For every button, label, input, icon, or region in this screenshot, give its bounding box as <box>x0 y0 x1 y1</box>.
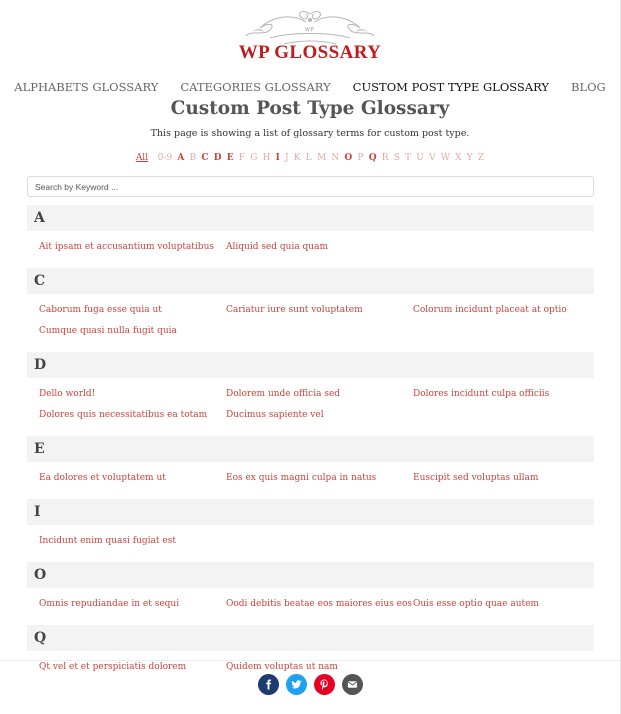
alphabet-letter-c[interactable]: C <box>201 153 209 163</box>
section-heading-i: I <box>27 499 594 525</box>
alphabet-letter-z: Z <box>477 153 485 163</box>
section-terms <box>27 525 594 562</box>
alphabet-letter-r: R <box>381 153 389 163</box>
pinterest-share-button[interactable] <box>314 674 335 695</box>
alphabet-letter-i[interactable]: I <box>275 153 280 163</box>
glossary-term-link[interactable]: Caborum fuga esse quia ut <box>39 304 162 315</box>
twitter-share-button[interactable] <box>286 674 307 695</box>
share-buttons <box>0 674 620 695</box>
page-title: Custom Post Type Glossary <box>170 98 450 119</box>
alphabet-letter-y: Y <box>466 153 473 163</box>
term-row <box>27 530 594 551</box>
section-heading-a: A <box>27 205 594 231</box>
alphabet-letter-f: F <box>238 153 246 163</box>
glossary-term-link[interactable]: Euscipit sed voluptas ullam <box>413 472 539 483</box>
term-row <box>27 404 594 425</box>
alphabet-letter-q[interactable]: Q <box>368 153 377 163</box>
alphabet-letter-m: M <box>316 153 327 163</box>
logo-tagline: WP <box>304 27 316 33</box>
glossary-term-link[interactable]: Ouis esse optio quae autem <box>413 598 539 609</box>
term-row <box>27 383 594 404</box>
nav-item-blog[interactable]: BLOG <box>571 80 606 94</box>
section-heading-q: Q <box>27 625 594 651</box>
glossary-term-link[interactable]: Dolores quis necessitatibus ea totam <box>39 409 208 420</box>
twitter-icon <box>291 679 302 690</box>
glossary-sections <box>27 205 594 688</box>
glossary-term-link[interactable]: Cumque quasi nulla fugit quia <box>39 325 177 336</box>
glossary-term-link[interactable]: Omnis repudiandae in et sequi <box>39 598 180 609</box>
term-row <box>27 299 594 320</box>
glossary-term-link[interactable]: Qt vel et et perspiciatis dolorem <box>39 661 187 672</box>
alphabet-letter-b: B <box>189 153 197 163</box>
alphabet-letter-t: T <box>405 153 412 163</box>
alphabet-letter-u: U <box>416 153 424 163</box>
glossary-term-link[interactable]: Ducimus sapiente vel <box>226 409 324 420</box>
glossary-term-link[interactable]: Incidunt enim quasi fugiat est <box>39 535 176 546</box>
email-icon <box>347 679 358 690</box>
pinterest-icon <box>319 679 330 690</box>
main-nav <box>0 80 620 94</box>
section-terms <box>27 462 594 499</box>
page-subtitle: This page is showing a list of glossary terms for custom post type. <box>150 128 470 139</box>
nav-item-alphabets-glossary[interactable]: ALPHABETS GLOSSARY <box>14 80 159 94</box>
alphabet-letter-v: V <box>429 153 436 163</box>
nav-item-categories-glossary[interactable]: CATEGORIES GLOSSARY <box>180 80 331 94</box>
glossary-term-link[interactable]: Aliquid sed quia quam <box>226 241 329 252</box>
glossary-term-link[interactable]: Quidem voluptas ut nam <box>226 661 338 672</box>
alphabet-letter-s: S <box>393 153 400 163</box>
glossary-term-link[interactable]: Oodi debitis beatae eos maiores eius eos <box>226 598 412 609</box>
section-heading-e: E <box>27 436 594 462</box>
term-row <box>27 320 594 341</box>
section-terms <box>27 378 594 436</box>
term-row <box>27 593 594 614</box>
email-share-button[interactable] <box>342 674 363 695</box>
alphabet-letter-d[interactable]: D <box>213 153 222 163</box>
alphabet-letter-g: G <box>250 153 258 163</box>
alphabet-letter-o[interactable]: O <box>344 153 353 163</box>
glossary-term-link[interactable]: Ea dolores et voluptatem ut <box>39 472 166 483</box>
glossary-term-link[interactable]: Eos ex quis magni culpa in natus <box>226 472 377 483</box>
alphabet-letter-j: J <box>285 153 289 163</box>
term-row <box>27 236 594 257</box>
alphabet-letter-p: P <box>357 153 364 163</box>
footer-divider <box>0 660 620 661</box>
search-input[interactable] <box>27 176 594 197</box>
glossary-term-link[interactable]: Dolores incidunt culpa officiis <box>413 388 550 399</box>
alphabet-letter-h: H <box>262 153 271 163</box>
section-terms <box>27 231 594 268</box>
section-heading-d: D <box>27 352 594 378</box>
alphabet-letter-l: L <box>305 153 312 163</box>
glossary-term-link[interactable]: Colorum incidunt placeat at optio <box>413 304 567 315</box>
alphabet-letter-e[interactable]: E <box>226 153 234 163</box>
glossary-term-link[interactable]: Ait ipsam et accusantium voluptatibus <box>39 241 214 252</box>
section-terms <box>27 588 594 625</box>
alphabet-letter-n: N <box>331 153 340 163</box>
glossary-term-link[interactable]: Dolorem unde officia sed <box>226 388 341 399</box>
term-row <box>27 467 594 488</box>
facebook-share-button[interactable] <box>258 674 279 695</box>
alphabet-letter-w: W <box>440 153 450 163</box>
glossary-term-link[interactable]: Dello world! <box>39 388 96 399</box>
alphabet-letter-0-9: 0-9 <box>157 153 173 163</box>
glossary-term-link[interactable]: Cariatur iure sunt voluptatem <box>226 304 363 315</box>
alphabet-letter-a[interactable]: A <box>177 153 185 163</box>
facebook-icon <box>263 679 274 690</box>
section-terms <box>27 294 594 352</box>
alphabet-letter-x: X <box>455 153 462 163</box>
logo-text[interactable]: WP GLOSSARY <box>238 42 382 63</box>
section-heading-o: O <box>27 562 594 588</box>
alphabet-filter <box>0 153 620 163</box>
alphabet-all-link[interactable]: All <box>135 153 149 163</box>
section-heading-c: C <box>27 268 594 294</box>
nav-item-custom-post-type-glossary[interactable]: CUSTOM POST TYPE GLOSSARY <box>352 80 549 94</box>
alphabet-letter-k: K <box>293 153 301 163</box>
